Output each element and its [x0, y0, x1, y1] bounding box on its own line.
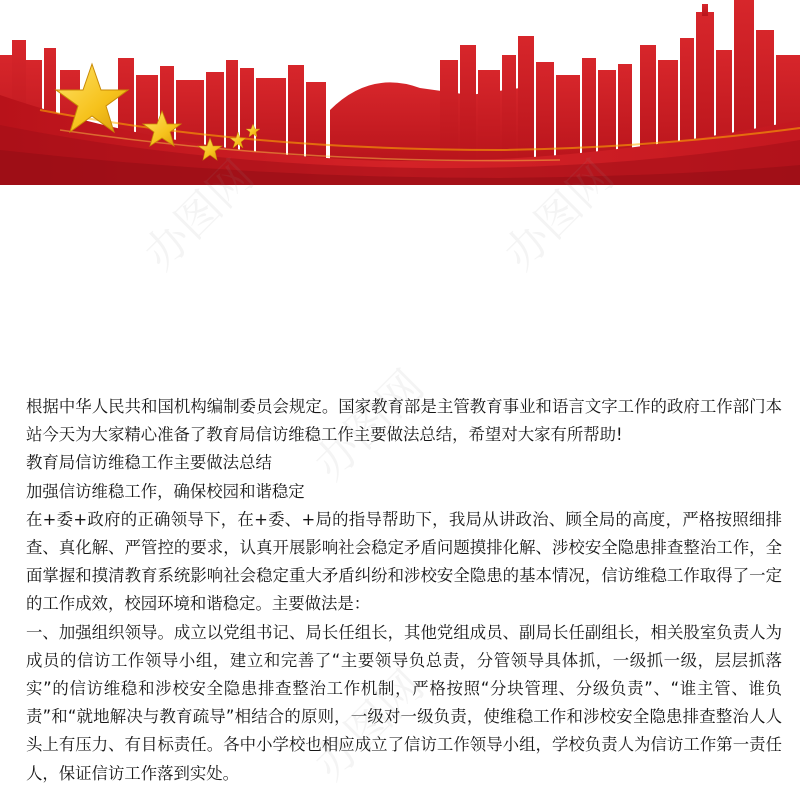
document-title: 教育局信访维稳工作主要做法总结: [26, 453, 272, 473]
watermark: 办图网: [134, 150, 264, 280]
watermark: 办图网: [494, 150, 624, 280]
document-body: [26, 393, 782, 788]
document-subtitle: 加强信访维稳工作，确保校园和谐稳定: [26, 481, 305, 501]
body-paragraph-1: 在+委+政府的正确领导下，在+委、+局的指导帮助下，我局从讲政治、顾全局的高度，严格按照细排查、真化解、严管控的要求，认真开展影响社会稳定矛盾问题摸排化解、涉校安全隐患排查整治工作，全面掌握和摸清教育系统影响社会稳定重大矛盾纠纷和涉校安全隐患的基本情况，信访维稳工作取得了一定的工作成效，校园环境和谐稳定。主要做法是：: [26, 509, 782, 614]
watermark: 办图网: [304, 660, 434, 790]
body-paragraph-2: 一、加强组织领导。成立以党组书记、局长任组长，其他党组成员、副局长任副组长，相关股室负责人为成员的信访工作领导小组，建立和完善了“主要领导负总责，分管领导具体抓，一级抓一级，层层抓落实”的信访维稳和涉校安全隐患排查整治工作机制，严格按照“分块管理、分级负责”、“谁主管、谁负责”和“就地解决与教育疏导”相结合的原则，一级对一级负责，使维稳工作和涉校安全隐患排查整治人人头上有压力、有目标责任。各中小学校也相应成立了信访工作领导小组，学校负责人为信访工作第一责任人，保证信访工作落到实处。: [26, 622, 782, 783]
watermark: 办图网: [304, 360, 434, 490]
intro-paragraph: 根据中华人民共和国机构编制委员会规定。国家教育部是主管教育事业和语言文字工作的政府工作部门本站今天为大家精心准备了教育局信访维稳工作主要做法总结，希望对大家有所帮助!: [26, 397, 782, 445]
header-banner: [0, 0, 800, 200]
